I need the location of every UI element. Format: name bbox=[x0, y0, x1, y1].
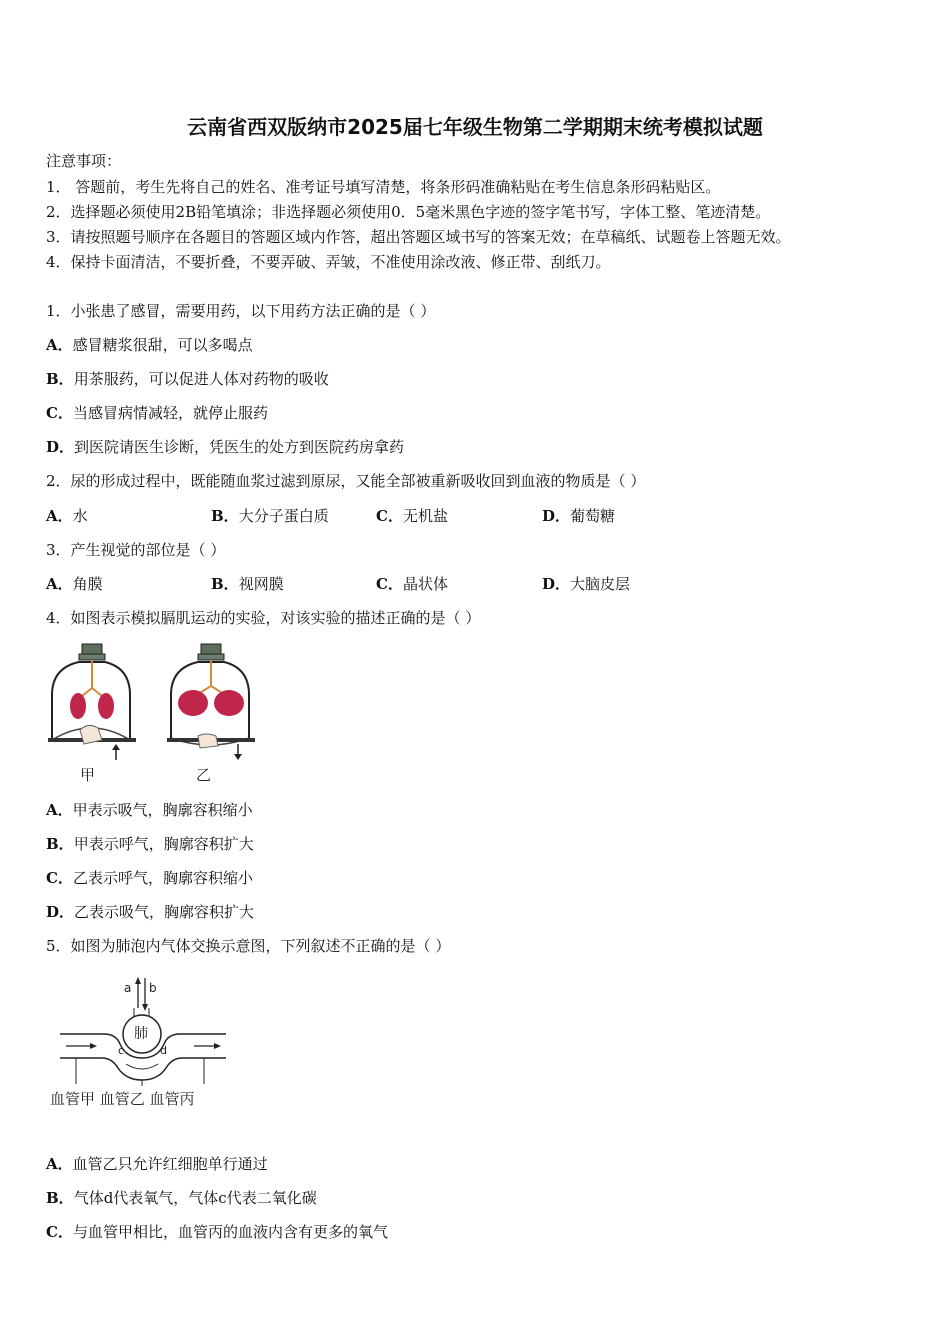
question-4-option-c[interactable] bbox=[46, 868, 253, 888]
lung-left bbox=[178, 690, 208, 716]
option-letter: B． bbox=[46, 1189, 74, 1207]
option-letter: C． bbox=[376, 575, 403, 593]
option-text: 血管乙只允许红细胞单行通过 bbox=[72, 1155, 268, 1173]
label-jia: 甲 bbox=[80, 766, 96, 784]
option-text: 水 bbox=[72, 507, 88, 525]
option-letter: C． bbox=[46, 404, 73, 422]
question-3-option-b[interactable] bbox=[211, 574, 284, 594]
option-text: 甲表示吸气，胸廓容积缩小 bbox=[72, 801, 253, 819]
label-a: a bbox=[124, 981, 132, 995]
label-lung: 肺 bbox=[134, 1026, 148, 1042]
option-text: 葡萄糖 bbox=[570, 507, 616, 525]
question-4-option-b[interactable] bbox=[46, 834, 254, 854]
lung-right bbox=[214, 690, 244, 716]
question-3-option-a[interactable] bbox=[46, 574, 103, 594]
option-letter: B． bbox=[46, 835, 74, 853]
option-text: 用茶服药，可以促进人体对药物的吸收 bbox=[73, 370, 329, 388]
question-2-option-a[interactable] bbox=[46, 506, 88, 526]
question-5-option-a[interactable] bbox=[46, 1154, 268, 1174]
option-text: 乙表示呼气，胸廓容积缩小 bbox=[72, 869, 253, 887]
option-text: 感冒糖浆很甜，可以多喝点 bbox=[72, 336, 253, 354]
question-5-option-c[interactable] bbox=[46, 1222, 388, 1242]
option-letter: A． bbox=[46, 801, 73, 819]
option-letter: D． bbox=[46, 903, 75, 921]
label-yi: 乙 bbox=[196, 766, 212, 784]
option-letter: C． bbox=[46, 869, 73, 887]
option-letter: D． bbox=[46, 438, 75, 456]
option-letter: D． bbox=[542, 575, 571, 593]
option-letter: B． bbox=[211, 575, 239, 593]
option-text: 气体d代表氧气，气体c代表二氧化碳 bbox=[73, 1189, 317, 1207]
option-text: 无机盐 bbox=[402, 507, 448, 525]
option-text: 乙表示吸气，胸廓容积扩大 bbox=[74, 903, 255, 921]
label-d: d bbox=[160, 1044, 167, 1057]
question-3-option-d[interactable] bbox=[542, 574, 630, 594]
option-text: 角膜 bbox=[72, 575, 103, 593]
label-c: c bbox=[118, 1044, 125, 1057]
option-text: 与血管甲相比，血管丙的血液内含有更多的氧气 bbox=[72, 1223, 388, 1241]
question-1-option-d[interactable] bbox=[46, 437, 404, 457]
jar-yi bbox=[167, 644, 255, 784]
option-letter: A． bbox=[46, 336, 73, 354]
option-text: 甲表示呼气，胸廓容积扩大 bbox=[73, 835, 254, 853]
question-1-option-b[interactable] bbox=[46, 369, 329, 389]
option-text: 当感冒病情减轻，就停止服药 bbox=[72, 404, 268, 422]
question-3-stem: 3．产生视觉的部位是（ ） bbox=[46, 541, 226, 559]
question-4-option-a[interactable] bbox=[46, 800, 253, 820]
question-2-option-b[interactable] bbox=[211, 506, 329, 526]
question-2-option-c[interactable] bbox=[376, 506, 448, 526]
option-letter: C． bbox=[376, 507, 403, 525]
page-title: 云南省西双版纳市2025届七年级生物第二学期期末统考模拟试题 bbox=[187, 115, 763, 139]
notice-item: 1． 答题前，考生先将自己的姓名、准考证号填写清楚，将条形码准确粘贴在考生信息条形码粘贴区。 bbox=[46, 178, 721, 196]
option-letter: B． bbox=[46, 370, 74, 388]
option-letter: A． bbox=[46, 507, 73, 525]
option-text: 大分子蛋白质 bbox=[238, 507, 329, 525]
question-1-option-c[interactable] bbox=[46, 403, 268, 423]
question-1-option-a[interactable] bbox=[46, 335, 253, 355]
notice-item: 4．保持卡面清洁，不要折叠，不要弄破、弄皱，不准使用涂改液、修正带、刮纸刀。 bbox=[46, 253, 611, 271]
option-letter: C． bbox=[46, 1223, 73, 1241]
option-letter: D． bbox=[542, 507, 571, 525]
question-2-option-d[interactable] bbox=[542, 506, 615, 526]
label-vessels: 血管甲 血管乙 血管丙 bbox=[50, 1090, 195, 1108]
label-b: b bbox=[149, 981, 157, 995]
question-1-stem: 1．小张患了感冒，需要用药，以下用药方法正确的是（ ） bbox=[46, 302, 436, 320]
notice-item: 3．请按照题号顺序在各题目的答题区域内作答，超出答题区域书写的答案无效；在草稿纸、试题卷上答题无效。 bbox=[46, 228, 791, 246]
alveolus-gas-exchange-figure bbox=[46, 972, 246, 1117]
notice-item: 2．选择题必须使用2B铅笔填涂；非选择题必须使用0．5毫米黑色字迹的签字笔书写，字体工整、笔迹清楚。 bbox=[46, 203, 771, 221]
option-text: 晶状体 bbox=[402, 575, 448, 593]
notice-heading: 注意事项： bbox=[46, 152, 122, 170]
question-2-options bbox=[46, 506, 906, 526]
question-4-option-d[interactable] bbox=[46, 902, 254, 922]
option-letter: A． bbox=[46, 575, 73, 593]
question-2-stem: 2．尿的形成过程中，既能随血浆过滤到原尿，又能全部被重新吸收回到血液的物质是（ ） bbox=[46, 472, 646, 490]
option-letter: B． bbox=[211, 507, 239, 525]
diaphragm-model-figure bbox=[46, 640, 266, 790]
jar-jia bbox=[48, 644, 136, 784]
option-text: 到医院请医生诊断，凭医生的处方到医院药房拿药 bbox=[74, 438, 405, 456]
lung-left bbox=[70, 693, 86, 719]
option-text: 大脑皮层 bbox=[570, 575, 631, 593]
question-5-option-b[interactable] bbox=[46, 1188, 317, 1208]
option-letter: A． bbox=[46, 1155, 73, 1173]
option-text: 视网膜 bbox=[238, 575, 284, 593]
question-3-option-c[interactable] bbox=[376, 574, 448, 594]
question-3-options bbox=[46, 574, 906, 594]
question-4-stem: 4．如图表示模拟膈肌运动的实验，对该实验的描述正确的是（ ） bbox=[46, 609, 481, 627]
question-5-stem: 5．如图为肺泡内气体交换示意图，下列叙述不正确的是（ ） bbox=[46, 937, 451, 955]
lung-right bbox=[98, 693, 114, 719]
